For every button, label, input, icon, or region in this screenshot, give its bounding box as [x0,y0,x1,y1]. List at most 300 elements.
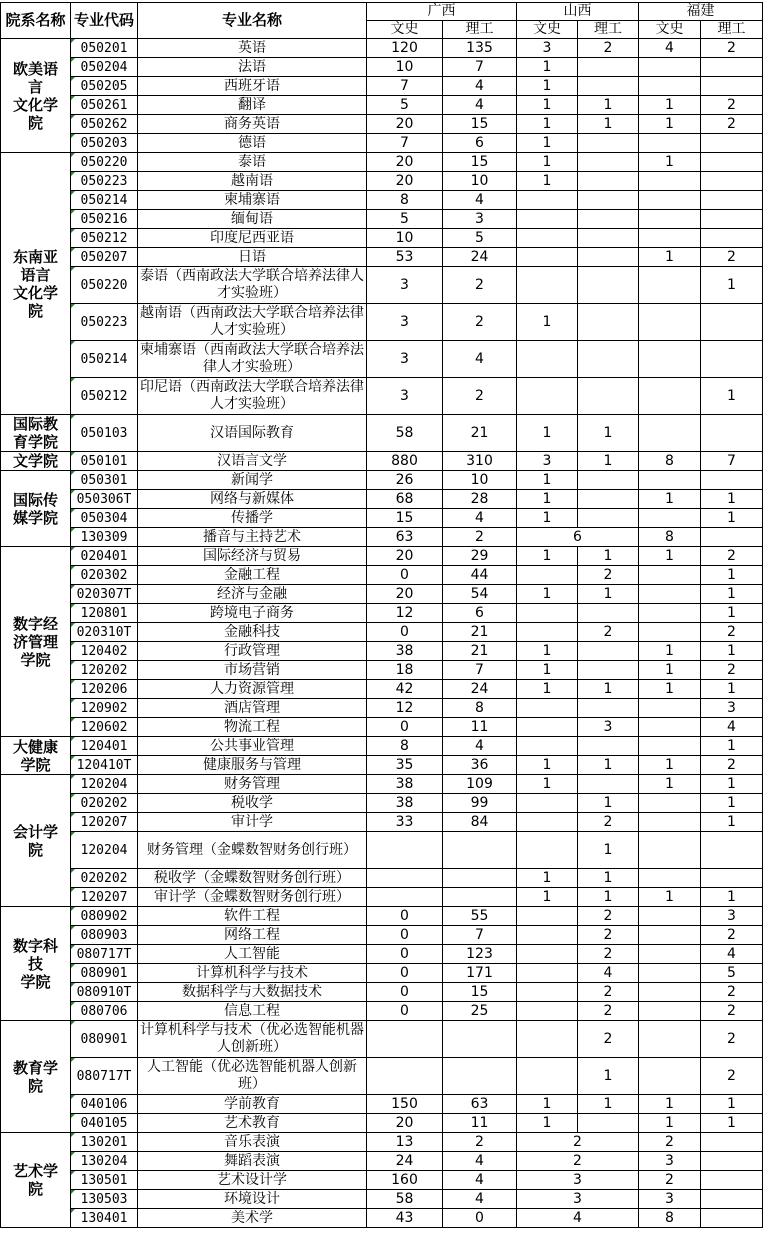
shanxi-wenshi [517,699,578,718]
shanxi-wenshi [517,832,578,869]
guangxi-ligong: 63 [443,1095,517,1114]
major-name: 国际经济与贸易 [138,547,367,566]
fujian-ligong: 4 [701,718,763,737]
shanxi-wenshi: 1 [517,471,578,490]
major-name: 环境设计 [138,1190,367,1209]
major-code: 050306T [71,490,138,509]
shanxi-ligong: 2 [578,566,639,585]
guangxi-ligong: 4 [443,737,517,756]
table-row [1,794,763,813]
major-name: 软件工程 [138,907,367,926]
table-row [1,172,763,191]
shanxi-wenshi: 1 [517,775,578,794]
fujian-wenshi [639,718,701,737]
major-code: 050212 [71,378,138,415]
guangxi-wenshi: 10 [367,58,443,77]
table-row [1,623,763,642]
shanxi-wenshi: 1 [517,547,578,566]
fujian-wenshi: 4 [639,39,701,58]
table-row [1,39,763,58]
fujian-wenshi: 1 [639,775,701,794]
major-name: 汉语言文学 [138,452,367,471]
shanxi-ligong: 1 [578,1095,639,1114]
major-code: 120202 [71,661,138,680]
shanxi-ligong [578,153,639,172]
shanxi-ligong [578,509,639,528]
fujian-wenshi: 8 [639,452,701,471]
fujian-wenshi [639,172,701,191]
shanxi-wenshi: 1 [517,490,578,509]
shanxi-ligong: 2 [578,623,639,642]
guangxi-ligong [443,1021,517,1058]
guangxi-wenshi: 58 [367,1190,443,1209]
shanxi-wenshi [517,983,578,1002]
table-row [1,115,763,134]
major-name: 印尼语（西南政法大学联合培养法律人才实验班） [138,378,367,415]
shanxi-ligong: 1 [578,680,639,699]
table-row [1,888,763,907]
shanxi-wenshi: 1 [517,153,578,172]
major-code: 120206 [71,680,138,699]
guangxi-wenshi: 3 [367,378,443,415]
major-name: 艺术设计学 [138,1171,367,1190]
fujian-ligong: 2 [701,661,763,680]
major-name: 德语 [138,134,367,153]
shanxi-wenshi [517,623,578,642]
guangxi-ligong: 6 [443,134,517,153]
fujian-ligong: 1 [701,378,763,415]
fujian-ligong: 2 [701,926,763,945]
major-name: 泰语 [138,153,367,172]
shanxi-merged: 3 [517,1190,639,1209]
table-row [1,77,763,96]
fujian-ligong: 2 [701,115,763,134]
guangxi-ligong: 123 [443,945,517,964]
shanxi-ligong: 2 [578,907,639,926]
major-name: 物流工程 [138,718,367,737]
header-province-fujian: 福建 [639,3,763,21]
major-name: 数据科学与大数据技术 [138,983,367,1002]
fujian-wenshi [639,926,701,945]
guangxi-wenshi: 10 [367,229,443,248]
guangxi-ligong: 55 [443,907,517,926]
fujian-wenshi: 1 [639,680,701,699]
major-name: 审计学（金蝶数智财务创行班） [138,888,367,907]
fujian-ligong [701,341,763,378]
major-code: 080717T [71,1058,138,1095]
guangxi-ligong: 25 [443,1002,517,1021]
fujian-wenshi [639,415,701,452]
guangxi-wenshi: 7 [367,77,443,96]
fujian-wenshi [639,341,701,378]
header-province-guangxi: 广西 [367,3,517,21]
guangxi-ligong: 36 [443,756,517,775]
header-row-provinces [1,3,763,21]
guangxi-wenshi: 20 [367,153,443,172]
fujian-ligong [701,415,763,452]
major-name: 财务管理（金蝶数智财务创行班） [138,832,367,869]
fujian-ligong: 2 [701,39,763,58]
major-code: 020310T [71,623,138,642]
fujian-ligong: 2 [701,983,763,1002]
guangxi-ligong: 7 [443,926,517,945]
major-code: 130204 [71,1152,138,1171]
fujian-ligong [701,172,763,191]
guangxi-ligong: 4 [443,1190,517,1209]
major-name: 人工智能 [138,945,367,964]
guangxi-ligong: 11 [443,1114,517,1133]
guangxi-wenshi: 12 [367,604,443,623]
major-name: 行政管理 [138,642,367,661]
table-row [1,471,763,490]
shanxi-ligong [578,267,639,304]
shanxi-ligong [578,378,639,415]
guangxi-wenshi: 8 [367,191,443,210]
major-code: 050205 [71,77,138,96]
major-code: 120410T [71,756,138,775]
guangxi-ligong [443,1058,517,1095]
guangxi-wenshi: 0 [367,907,443,926]
fujian-ligong: 2 [701,1058,763,1095]
guangxi-wenshi: 8 [367,737,443,756]
guangxi-ligong: 7 [443,58,517,77]
shanxi-ligong [578,661,639,680]
major-code: 050101 [71,452,138,471]
fujian-ligong: 7 [701,452,763,471]
fujian-ligong: 1 [701,585,763,604]
fujian-ligong: 1 [701,680,763,699]
fujian-ligong: 2 [701,1002,763,1021]
fujian-ligong [701,77,763,96]
major-code: 120207 [71,888,138,907]
fujian-ligong: 2 [701,756,763,775]
table-row [1,604,763,623]
major-code: 050223 [71,304,138,341]
shanxi-wenshi [517,229,578,248]
fujian-wenshi: 3 [639,1152,701,1171]
table-row [1,415,763,452]
major-name: 泰语（西南政法大学联合培养法律人才实验班） [138,267,367,304]
guangxi-ligong: 6 [443,604,517,623]
college-name: 大健康 学院 [1,737,71,775]
fujian-wenshi [639,983,701,1002]
fujian-ligong: 1 [701,794,763,813]
fujian-wenshi: 1 [639,888,701,907]
guangxi-wenshi: 33 [367,813,443,832]
guangxi-ligong: 21 [443,623,517,642]
major-name: 汉语国际教育 [138,415,367,452]
header-code: 专业代码 [71,3,138,39]
fujian-ligong [701,210,763,229]
shanxi-ligong [578,642,639,661]
fujian-ligong: 1 [701,267,763,304]
college-name: 国际传 媒学院 [1,471,71,547]
guangxi-wenshi: 53 [367,248,443,267]
major-name: 金融工程 [138,566,367,585]
major-code: 040105 [71,1114,138,1133]
fujian-wenshi [639,134,701,153]
fujian-ligong: 1 [701,813,763,832]
shanxi-ligong [578,341,639,378]
fujian-ligong: 2 [701,248,763,267]
shanxi-wenshi [517,210,578,229]
guangxi-ligong [443,832,517,869]
shanxi-wenshi [517,1021,578,1058]
guangxi-wenshi [367,1021,443,1058]
fujian-wenshi [639,509,701,528]
shanxi-ligong: 1 [578,794,639,813]
major-code: 050301 [71,471,138,490]
fujian-ligong: 3 [701,907,763,926]
guangxi-wenshi: 15 [367,509,443,528]
table-row [1,718,763,737]
guangxi-wenshi [367,869,443,888]
major-code: 050212 [71,229,138,248]
shanxi-wenshi [517,945,578,964]
college-name: 国际教 育学院 [1,415,71,452]
fujian-ligong: 2 [701,1021,763,1058]
shanxi-ligong [578,248,639,267]
major-code: 020302 [71,566,138,585]
major-code: 050207 [71,248,138,267]
fujian-wenshi [639,304,701,341]
fujian-wenshi [639,585,701,604]
guangxi-wenshi: 0 [367,623,443,642]
major-code: 020307T [71,585,138,604]
table-row [1,756,763,775]
shanxi-wenshi [517,907,578,926]
fujian-ligong [701,153,763,172]
table-row [1,1002,763,1021]
major-code: 050261 [71,96,138,115]
major-name: 信息工程 [138,1002,367,1021]
major-name: 人力资源管理 [138,680,367,699]
table-row [1,452,763,471]
guangxi-ligong: 5 [443,229,517,248]
guangxi-ligong: 135 [443,39,517,58]
fujian-ligong [701,1190,763,1209]
guangxi-ligong: 3 [443,210,517,229]
fujian-ligong: 4 [701,945,763,964]
shanxi-wenshi [517,604,578,623]
table-row [1,153,763,172]
fujian-wenshi [639,77,701,96]
guangxi-wenshi [367,888,443,907]
fujian-wenshi [639,471,701,490]
fujian-wenshi: 1 [639,1095,701,1114]
guangxi-wenshi: 0 [367,964,443,983]
guangxi-ligong: 4 [443,96,517,115]
guangxi-ligong: 2 [443,304,517,341]
major-name: 税收学 [138,794,367,813]
college-name: 艺术学 院 [1,1133,71,1228]
major-code: 080903 [71,926,138,945]
fujian-wenshi [639,623,701,642]
guangxi-wenshi: 20 [367,172,443,191]
shanxi-wenshi: 3 [517,39,578,58]
guangxi-ligong [443,869,517,888]
fujian-ligong: 1 [701,737,763,756]
table-row [1,964,763,983]
guangxi-ligong: 99 [443,794,517,813]
fujian-wenshi [639,964,701,983]
fujian-ligong: 5 [701,964,763,983]
shanxi-wenshi: 1 [517,77,578,96]
fujian-wenshi [639,566,701,585]
table-row [1,585,763,604]
guangxi-ligong [443,888,517,907]
fujian-wenshi [639,813,701,832]
major-name: 新闻学 [138,471,367,490]
fujian-wenshi: 8 [639,1209,701,1228]
table-row [1,926,763,945]
major-name: 税收学（金蝶数智财务创行班） [138,869,367,888]
fujian-ligong: 3 [701,699,763,718]
table-row [1,248,763,267]
header-sx-wenshi: 文史 [517,21,578,39]
major-code: 130309 [71,528,138,547]
fujian-wenshi: 1 [639,96,701,115]
shanxi-wenshi [517,248,578,267]
table-row [1,1095,763,1114]
shanxi-wenshi: 1 [517,661,578,680]
major-name: 金融科技 [138,623,367,642]
fujian-ligong [701,134,763,153]
fujian-ligong [701,58,763,77]
guangxi-wenshi: 150 [367,1095,443,1114]
fujian-wenshi: 1 [639,756,701,775]
fujian-wenshi [639,1058,701,1095]
major-code: 120801 [71,604,138,623]
major-name: 学前教育 [138,1095,367,1114]
guangxi-ligong: 0 [443,1209,517,1228]
shanxi-ligong [578,737,639,756]
fujian-wenshi [639,945,701,964]
table-row [1,58,763,77]
guangxi-wenshi: 68 [367,490,443,509]
major-name: 传播学 [138,509,367,528]
fujian-wenshi [639,737,701,756]
guangxi-ligong: 15 [443,153,517,172]
guangxi-wenshi: 13 [367,1133,443,1152]
table-row [1,547,763,566]
major-name: 网络工程 [138,926,367,945]
guangxi-ligong: 21 [443,642,517,661]
major-code: 120402 [71,642,138,661]
major-name: 财务管理 [138,775,367,794]
shanxi-merged: 2 [517,1133,639,1152]
fujian-wenshi [639,604,701,623]
shanxi-wenshi [517,926,578,945]
shanxi-wenshi [517,718,578,737]
fujian-ligong: 1 [701,604,763,623]
fujian-wenshi [639,1002,701,1021]
header-sx-ligong: 理工 [578,21,639,39]
major-name: 酒店管理 [138,699,367,718]
shanxi-ligong [578,58,639,77]
shanxi-ligong: 1 [578,888,639,907]
shanxi-wenshi: 1 [517,888,578,907]
guangxi-ligong: 2 [443,528,517,547]
guangxi-ligong: 2 [443,267,517,304]
shanxi-ligong [578,471,639,490]
major-code: 050262 [71,115,138,134]
header-fj-wenshi: 文史 [639,21,701,39]
major-code: 050204 [71,58,138,77]
guangxi-wenshi: 0 [367,1002,443,1021]
header-gx-wenshi: 文史 [367,21,443,39]
shanxi-ligong: 1 [578,452,639,471]
fujian-wenshi [639,794,701,813]
fujian-ligong [701,471,763,490]
guangxi-wenshi: 20 [367,585,443,604]
guangxi-wenshi [367,1058,443,1095]
guangxi-ligong: 54 [443,585,517,604]
guangxi-wenshi: 3 [367,304,443,341]
fujian-wenshi [639,191,701,210]
shanxi-wenshi [517,813,578,832]
fujian-ligong: 1 [701,775,763,794]
shanxi-ligong: 2 [578,1002,639,1021]
major-code: 050103 [71,415,138,452]
guangxi-wenshi: 0 [367,718,443,737]
fujian-wenshi: 1 [639,1114,701,1133]
guangxi-ligong: 4 [443,1171,517,1190]
shanxi-wenshi: 1 [517,869,578,888]
major-name: 市场营销 [138,661,367,680]
shanxi-ligong [578,304,639,341]
guangxi-wenshi: 18 [367,661,443,680]
table-row [1,341,763,378]
major-code: 050220 [71,153,138,172]
table-row [1,1114,763,1133]
guangxi-wenshi: 160 [367,1171,443,1190]
guangxi-ligong: 24 [443,248,517,267]
shanxi-ligong [578,229,639,248]
shanxi-merged: 3 [517,1171,639,1190]
shanxi-wenshi: 1 [517,415,578,452]
major-name: 计算机科学与技术 [138,964,367,983]
fujian-wenshi: 1 [639,547,701,566]
college-name: 数字科 技 学院 [1,907,71,1021]
shanxi-ligong [578,1114,639,1133]
table-row [1,813,763,832]
shanxi-ligong: 1 [578,1058,639,1095]
major-name: 法语 [138,58,367,77]
major-name: 计算机科学与技术（优必选智能机器人创新班） [138,1021,367,1058]
table-row [1,566,763,585]
header-gx-ligong: 理工 [443,21,517,39]
major-name: 人工智能（优必选智能机器人创新班） [138,1058,367,1095]
major-name: 西班牙语 [138,77,367,96]
guangxi-ligong: 11 [443,718,517,737]
shanxi-ligong [578,77,639,96]
major-name: 日语 [138,248,367,267]
college-name: 欧美语 言 文化学 院 [1,39,71,153]
fujian-ligong: 1 [701,566,763,585]
major-code: 120207 [71,813,138,832]
table-row [1,304,763,341]
table-row [1,96,763,115]
table-body [1,39,763,1228]
major-code: 050304 [71,509,138,528]
table-row [1,699,763,718]
college-name: 教育学 院 [1,1021,71,1133]
fujian-wenshi [639,907,701,926]
shanxi-wenshi [517,191,578,210]
major-code: 080717T [71,945,138,964]
fujian-ligong [701,191,763,210]
